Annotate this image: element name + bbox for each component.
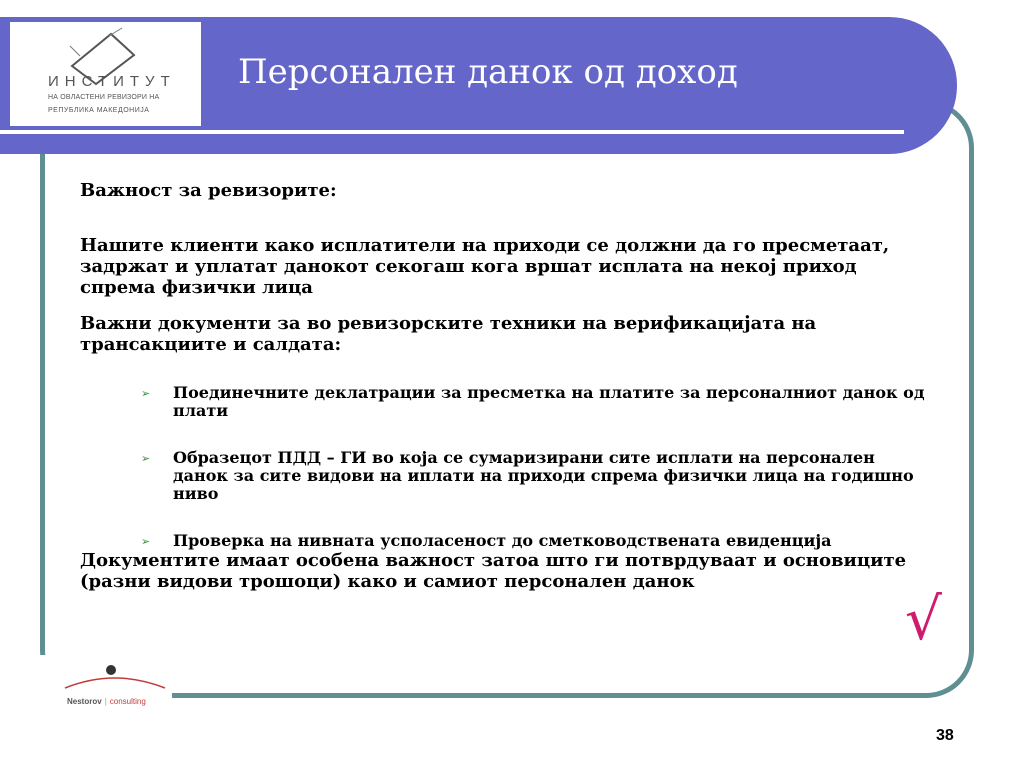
title-underline bbox=[0, 130, 904, 134]
checkmark-icon: √ bbox=[905, 585, 942, 653]
logo-line-2: НА ОВЛАСТЕНИ РЕВИЗОРИ НА bbox=[48, 94, 160, 101]
paragraph-importance: Важност за ревизорите: bbox=[80, 180, 337, 201]
arrow-bullet-icon: ➢ bbox=[141, 452, 151, 465]
arrow-bullet-icon: ➢ bbox=[141, 535, 151, 548]
paragraph-conclusion: Документите имаат особена важност затоа што ги потврдуваат и основиците (разни видови трошоци) како и самиот персонален данок bbox=[80, 550, 907, 592]
bullet-item bbox=[80, 384, 930, 420]
institute-logo bbox=[10, 22, 201, 126]
footer-brand-left: Nestorov bbox=[67, 697, 102, 706]
bullet-text: Проверка на нивната усполасеност до сметководствената евиденција bbox=[173, 531, 832, 550]
logo-line-1: ИНСТИТУТ bbox=[48, 73, 176, 90]
slide-content bbox=[80, 180, 930, 592]
footer-brand bbox=[67, 697, 146, 706]
bullet-text: Поединечните деклатрации за пресметка на платите за персоналниот данок од плати bbox=[173, 383, 925, 420]
paragraph-clients: Нашите клиенти како исплатители на приходи се должни да го пресметаат, задржат и уплатат данокот секогаш кога вршат исплата на некој приход спрема физички лица bbox=[80, 235, 890, 298]
page-number: 38 bbox=[936, 727, 954, 744]
paragraph-documents: Важни документи за во ревизорските техники на верификацијата на трансакциите и салдата: bbox=[80, 313, 817, 355]
footer-separator: | bbox=[104, 697, 107, 706]
arrow-bullet-icon: ➢ bbox=[141, 387, 151, 400]
slide-title: Персонален данок од доход bbox=[238, 52, 738, 92]
bullet-item bbox=[80, 449, 930, 503]
bullet-item bbox=[80, 532, 930, 550]
logo-line-3: РЕПУБЛИКА МАКЕДОНИЈА bbox=[48, 107, 150, 114]
footer-brand-right: consulting bbox=[109, 697, 146, 706]
bullet-text: Образецот ПДД – ГИ во која се сумаризирани сите исплати на персонален данок за сите видови на иплати на приходи спрема физички лица на годишно ниво bbox=[173, 448, 914, 503]
